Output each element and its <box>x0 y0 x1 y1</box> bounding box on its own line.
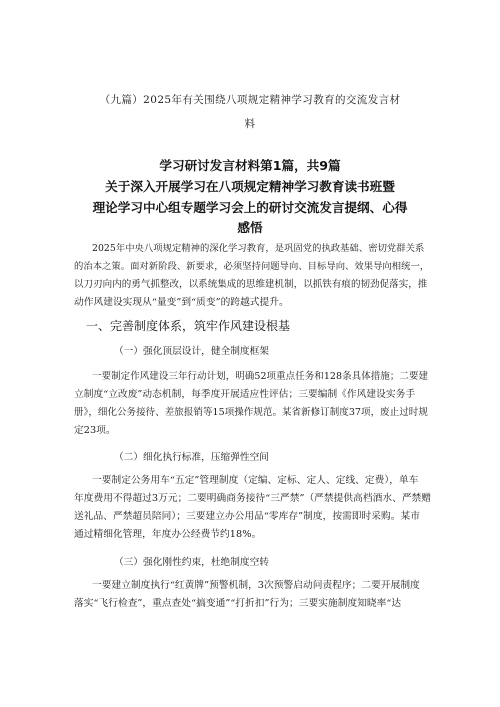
heading-line-1: 学习研讨发言材料第1篇，共9篇 <box>159 158 341 173</box>
document-title-line-2: 料 <box>244 118 256 130</box>
subsection-1-line-1: 一要制定作风建设三年行动计划，明确52项重点任务和128条具体措施；二要建 <box>92 371 429 382</box>
heading-line-4: 感悟 <box>237 220 263 235</box>
heading-line-3: 理论学习中心组专题学习会上的研讨交流发言提纲、心得 <box>92 200 408 215</box>
subsection-1-title: （一）强化顶层设计，健全制度框架 <box>114 346 269 357</box>
subsection-2-line-1: 一要制定公务用车“五定”管理制度（定编、定标、定人、定线、定费），单车 <box>92 475 419 486</box>
subsection-2-line-4: 通过精细化管理，年度办公经费节约18%。 <box>74 529 262 540</box>
heading-line-2: 关于深入开展学习在八项规定精神学习教育读书班暨 <box>105 179 395 194</box>
intro-line-1: 2025年中央八项规定精神的深化学习教育，是巩固党的执政基础、密切党群关系 <box>92 243 425 254</box>
subsection-3-title: （三）强化刚性约束，杜绝制度空转 <box>114 557 269 568</box>
subsection-2-line-3: 送礼品、严禁超员陪同）；三要建立办公用品“零库存”制度，按需即时采购。某市 <box>74 511 420 522</box>
section-1-title: 一、完善制度体系，筑牢作风建设根基 <box>86 319 291 333</box>
subsection-3-line-2: 落实“飞行检查”，重点查处“搞变通”“打折扣”行为；三要实施制度知晓率“达 <box>74 598 402 609</box>
subsection-3-line-1: 一要建立制度执行“红黄牌”预警机制，3次预警启动问责程序；二要开展制度 <box>92 580 420 591</box>
subsection-2-line-2: 年度费用不得超过3万元；二要明确商务接待“三严禁”（严禁提供高档酒水、严禁赠 <box>74 493 432 504</box>
intro-line-3: 以刀刃向内的勇气抓整改，以系统集成的思维建机制，以抓铁有痕的韧劲促落实，推 <box>74 279 428 290</box>
subsection-2-title: （二）细化执行标准，压缩弹性空间 <box>114 452 269 463</box>
subsection-1-line-3: 册》，细化公务接待、差旅报销等15项操作规范。某省新修订制度37项，废止过时规 <box>74 407 428 418</box>
subsection-1-line-2: 立制度“立改废”动态机制，每季度开展适应性评估；三要编制《作风建设实务手 <box>74 389 416 400</box>
intro-line-2: 的治本之策。面对新阶段、新要求，必须坚持问题导向、目标导向、效果导向相统一， <box>74 261 430 272</box>
document-title-line-1: （九篇）2025年有关围绕八项规定精神学习教育的交流发言材 <box>99 94 401 106</box>
subsection-1-line-4: 定23项。 <box>74 425 116 436</box>
intro-line-4: 动作风建设实现从“量变”到“质变”的跨越式提升。 <box>74 297 289 308</box>
